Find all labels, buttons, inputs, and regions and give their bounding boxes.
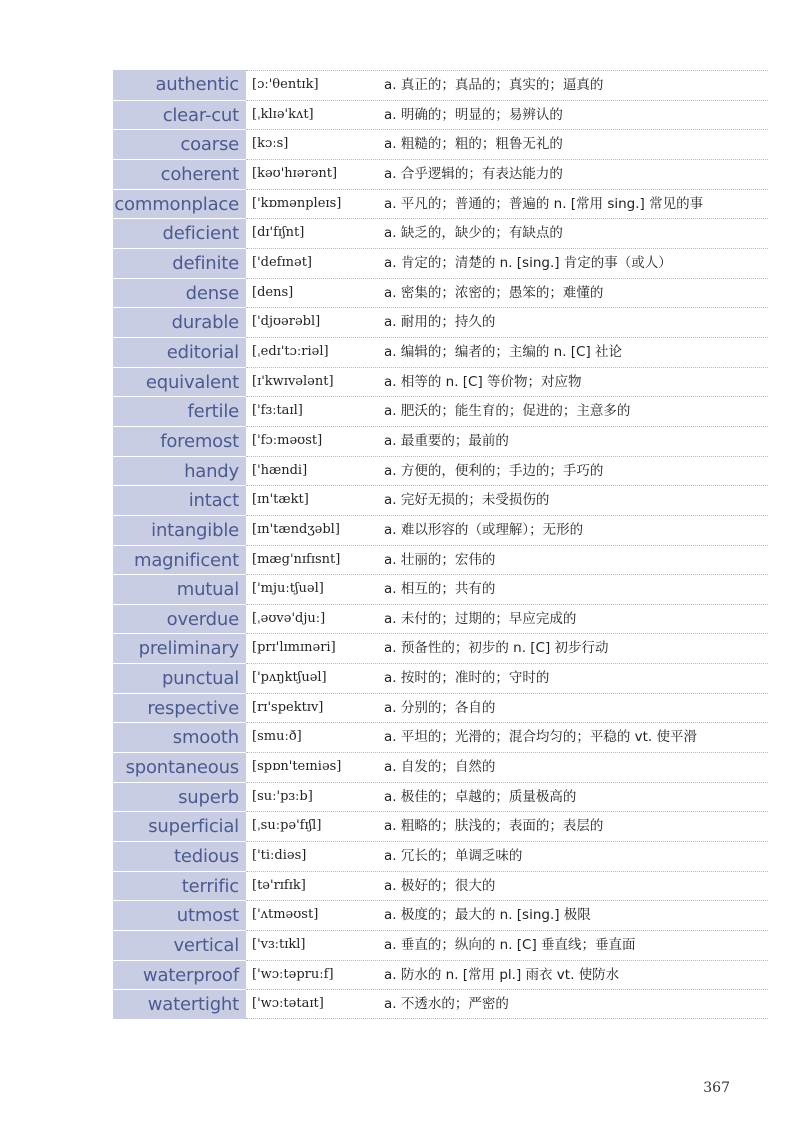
vocab-word: coarse [113,129,246,159]
vocab-row [113,989,768,1019]
vocab-details [246,871,768,901]
vocab-details [246,189,768,219]
vocab-definition: a. 未付的；过期的；早应完成的 [384,610,577,627]
vocab-row [113,604,768,634]
vocab-word: watertight [113,989,246,1019]
vocab-phonetic: [ɪ'kwɪvələnt] [252,373,334,389]
vocab-phonetic: [ˌsuːpə'fɪʃl] [252,818,322,834]
vocab-row [113,782,768,812]
vocab-definition: a. 缺乏的，缺少的；有缺点的 [384,225,563,242]
vocab-word: superficial [113,811,246,841]
vocab-row [113,574,768,604]
vocab-word: deficient [113,218,246,248]
vocab-word: fertile [113,396,246,426]
vocab-phonetic: [smuːð] [252,729,302,745]
vocab-row [113,337,768,367]
vocab-phonetic: ['vɜːtɪkl] [252,937,306,953]
vocab-phonetic: ['defɪnət] [252,254,312,270]
vocab-phonetic: ['hændi] [252,462,308,478]
vocab-row [113,100,768,130]
vocab-phonetic: [mæg'nɪfɪsnt] [252,551,341,567]
vocab-phonetic: [rɪ'spektɪv] [252,699,324,715]
vocab-definition: a. 不透水的；严密的 [384,996,509,1013]
vocab-details [246,129,768,159]
vocab-definition: a. 粗略的；肤浅的；表面的；表层的 [384,818,604,835]
vocab-phonetic: [dɪ'fɪʃnt] [252,225,305,241]
vocab-definition: a. 方便的，便利的；手边的；手巧的 [384,462,604,479]
vocab-row [113,129,768,159]
vocab-definition: a. 壮丽的；宏伟的 [384,551,496,568]
vocab-row [113,70,768,100]
vocab-row [113,396,768,426]
vocab-phonetic: ['djʊərəbl] [252,314,321,330]
vocab-details [246,663,768,693]
vocabulary-table [113,70,768,1019]
vocab-definition: a. 耐用的；持久的 [384,314,496,331]
vocab-definition: a. 密集的；浓密的；愚笨的；难懂的 [384,284,604,301]
vocab-row [113,841,768,871]
vocab-definition: a. 平坦的；光滑的；混合均匀的；平稳的 vt. 使平滑 [384,729,698,746]
vocab-details [246,159,768,189]
vocab-word: clear-cut [113,100,246,130]
vocab-phonetic: ['tiːdiəs] [252,848,307,864]
vocab-phonetic: [dens] [252,284,294,300]
vocab-details [246,367,768,397]
vocab-definition: a. 按时的；准时的；守时的 [384,670,550,687]
vocab-phonetic: [ɪn'tændʒəbl] [252,521,340,537]
vocab-word: preliminary [113,633,246,663]
vocab-row [113,159,768,189]
vocab-definition: a. 明确的；明显的；易辨认的 [384,106,563,123]
vocab-phonetic: [suː'pɜːb] [252,788,313,804]
vocab-details [246,900,768,930]
vocab-word: authentic [113,70,246,100]
vocab-definition: a. 最重要的；最前的 [384,432,509,449]
vocab-phonetic: [spɒn'teɪniəs] [252,759,342,775]
vocab-word: coherent [113,159,246,189]
vocab-word: superb [113,782,246,812]
vocab-phonetic: [ˌəʊvə'djuː] [252,610,326,626]
vocab-details [246,693,768,723]
vocab-phonetic: ['wɔːtətaɪt] [252,996,324,1012]
vocab-word: terrific [113,871,246,901]
vocab-details [246,722,768,752]
vocab-details [246,100,768,130]
vocab-definition: a. 分别的；各自的 [384,699,496,716]
vocab-word: foremost [113,426,246,456]
vocab-row [113,485,768,515]
vocab-word: editorial [113,337,246,367]
vocab-definition: a. 预备性的；初步的 n. [C] 初步行动 [384,640,609,657]
vocab-phonetic: [prɪ'lɪmɪnəri] [252,640,336,656]
vocab-row [113,367,768,397]
vocab-definition: a. 防水的 n. [常用 pl.] 雨衣 vt. 使防水 [384,966,620,983]
vocab-phonetic: [ˌedɪ'tɔːriəl] [252,343,329,359]
vocab-row [113,515,768,545]
vocab-details [246,960,768,990]
vocab-row [113,307,768,337]
vocab-word: commonplace [113,189,246,219]
vocab-word: intangible [113,515,246,545]
vocab-word: respective [113,693,246,723]
vocab-phonetic: ['fɔːməʊst] [252,432,323,448]
vocab-word: spontaneous [113,752,246,782]
vocab-word: waterproof [113,960,246,990]
vocab-row [113,426,768,456]
vocab-phonetic: [ˌklɪə'kʌt] [252,106,314,122]
vocab-phonetic: [ɔː'θentɪk] [252,77,319,92]
vocab-details [246,604,768,634]
vocab-definition: a. 编辑的；编者的；主编的 n. [C] 社论 [384,343,623,360]
vocab-definition: a. 自发的；自然的 [384,759,496,776]
vocab-details [246,485,768,515]
page-number: 367 [703,1080,730,1096]
vocab-phonetic: [kɔːs] [252,136,289,152]
vocab-phonetic: ['ʌtməʊst] [252,907,319,923]
vocab-row [113,871,768,901]
vocab-phonetic: [kəʊ'hɪərənt] [252,165,338,181]
vocab-row [113,633,768,663]
vocab-details [246,70,768,100]
vocab-word: utmost [113,900,246,930]
vocab-definition: a. 真正的；真品的；真实的；逼真的 [384,77,604,93]
vocab-word: equivalent [113,367,246,397]
vocab-details [246,633,768,663]
vocab-definition: a. 垂直的；纵向的 n. [C] 垂直线；垂直面 [384,937,636,954]
vocab-details [246,396,768,426]
vocab-row [113,248,768,278]
vocab-row [113,278,768,308]
vocab-word: overdue [113,604,246,634]
vocab-row [113,189,768,219]
vocab-definition: a. 极佳的；卓越的；质量极高的 [384,788,577,805]
vocab-details [246,248,768,278]
vocab-details [246,752,768,782]
vocab-phonetic: ['wɔːtəpruːf] [252,966,334,982]
vocab-word: vertical [113,930,246,960]
vocab-row [113,663,768,693]
vocab-phonetic: ['mjuːtʃuəl] [252,581,324,597]
vocab-definition: a. 平凡的；普通的；普遍的 n. [常用 sing.] 常见的事 [384,195,704,212]
vocab-row [113,900,768,930]
vocab-phonetic: ['kɒmənpleɪs] [252,195,342,211]
vocab-details [246,841,768,871]
vocab-word: smooth [113,722,246,752]
vocab-details [246,930,768,960]
vocab-definition: a. 粗糙的；粗的；粗鲁无礼的 [384,136,563,153]
vocab-row [113,693,768,723]
vocab-word: magnificent [113,545,246,575]
vocab-row [113,960,768,990]
vocab-definition: a. 难以形容的（或理解）；无形的 [384,521,584,538]
vocab-definition: a. 相互的；共有的 [384,581,496,598]
vocab-details [246,545,768,575]
vocab-row [113,545,768,575]
vocab-word: handy [113,456,246,486]
vocab-phonetic: ['pʌŋktʃuəl] [252,670,327,686]
vocab-details [246,574,768,604]
vocab-details [246,989,768,1019]
vocab-row [113,811,768,841]
vocab-word: intact [113,485,246,515]
vocab-row [113,218,768,248]
vocab-details [246,456,768,486]
vocab-row [113,722,768,752]
vocab-details [246,811,768,841]
vocab-details [246,307,768,337]
vocab-row [113,752,768,782]
vocab-word: definite [113,248,246,278]
vocab-word: mutual [113,574,246,604]
vocab-definition: a. 冗长的；单调乏味的 [384,848,523,865]
vocab-word: durable [113,307,246,337]
vocab-details [246,782,768,812]
vocab-definition: a. 肯定的；清楚的 n. [sing.] 肯定的事（或人） [384,254,672,271]
vocab-details [246,218,768,248]
vocab-word: tedious [113,841,246,871]
vocab-phonetic: ['fɜːtaɪl] [252,403,303,419]
vocab-details [246,337,768,367]
vocab-details [246,426,768,456]
vocab-row [113,930,768,960]
vocab-definition: a. 极好的；很大的 [384,877,496,894]
vocab-details [246,278,768,308]
vocab-definition: a. 完好无损的；未受损伤的 [384,492,550,509]
vocab-definition: a. 肥沃的；能生育的；促进的；主意多的 [384,403,631,420]
vocab-word: punctual [113,663,246,693]
vocab-phonetic: [ɪn'tækt] [252,492,309,508]
vocab-definition: a. 合乎逻辑的；有表达能力的 [384,165,563,182]
vocab-word: dense [113,278,246,308]
vocab-definition: a. 极度的；最大的 n. [sing.] 极限 [384,907,591,924]
vocab-details [246,515,768,545]
vocab-definition: a. 相等的 n. [C] 等价物；对应物 [384,373,582,390]
vocab-phonetic: [tə'rɪfɪk] [252,877,306,893]
vocab-row [113,456,768,486]
